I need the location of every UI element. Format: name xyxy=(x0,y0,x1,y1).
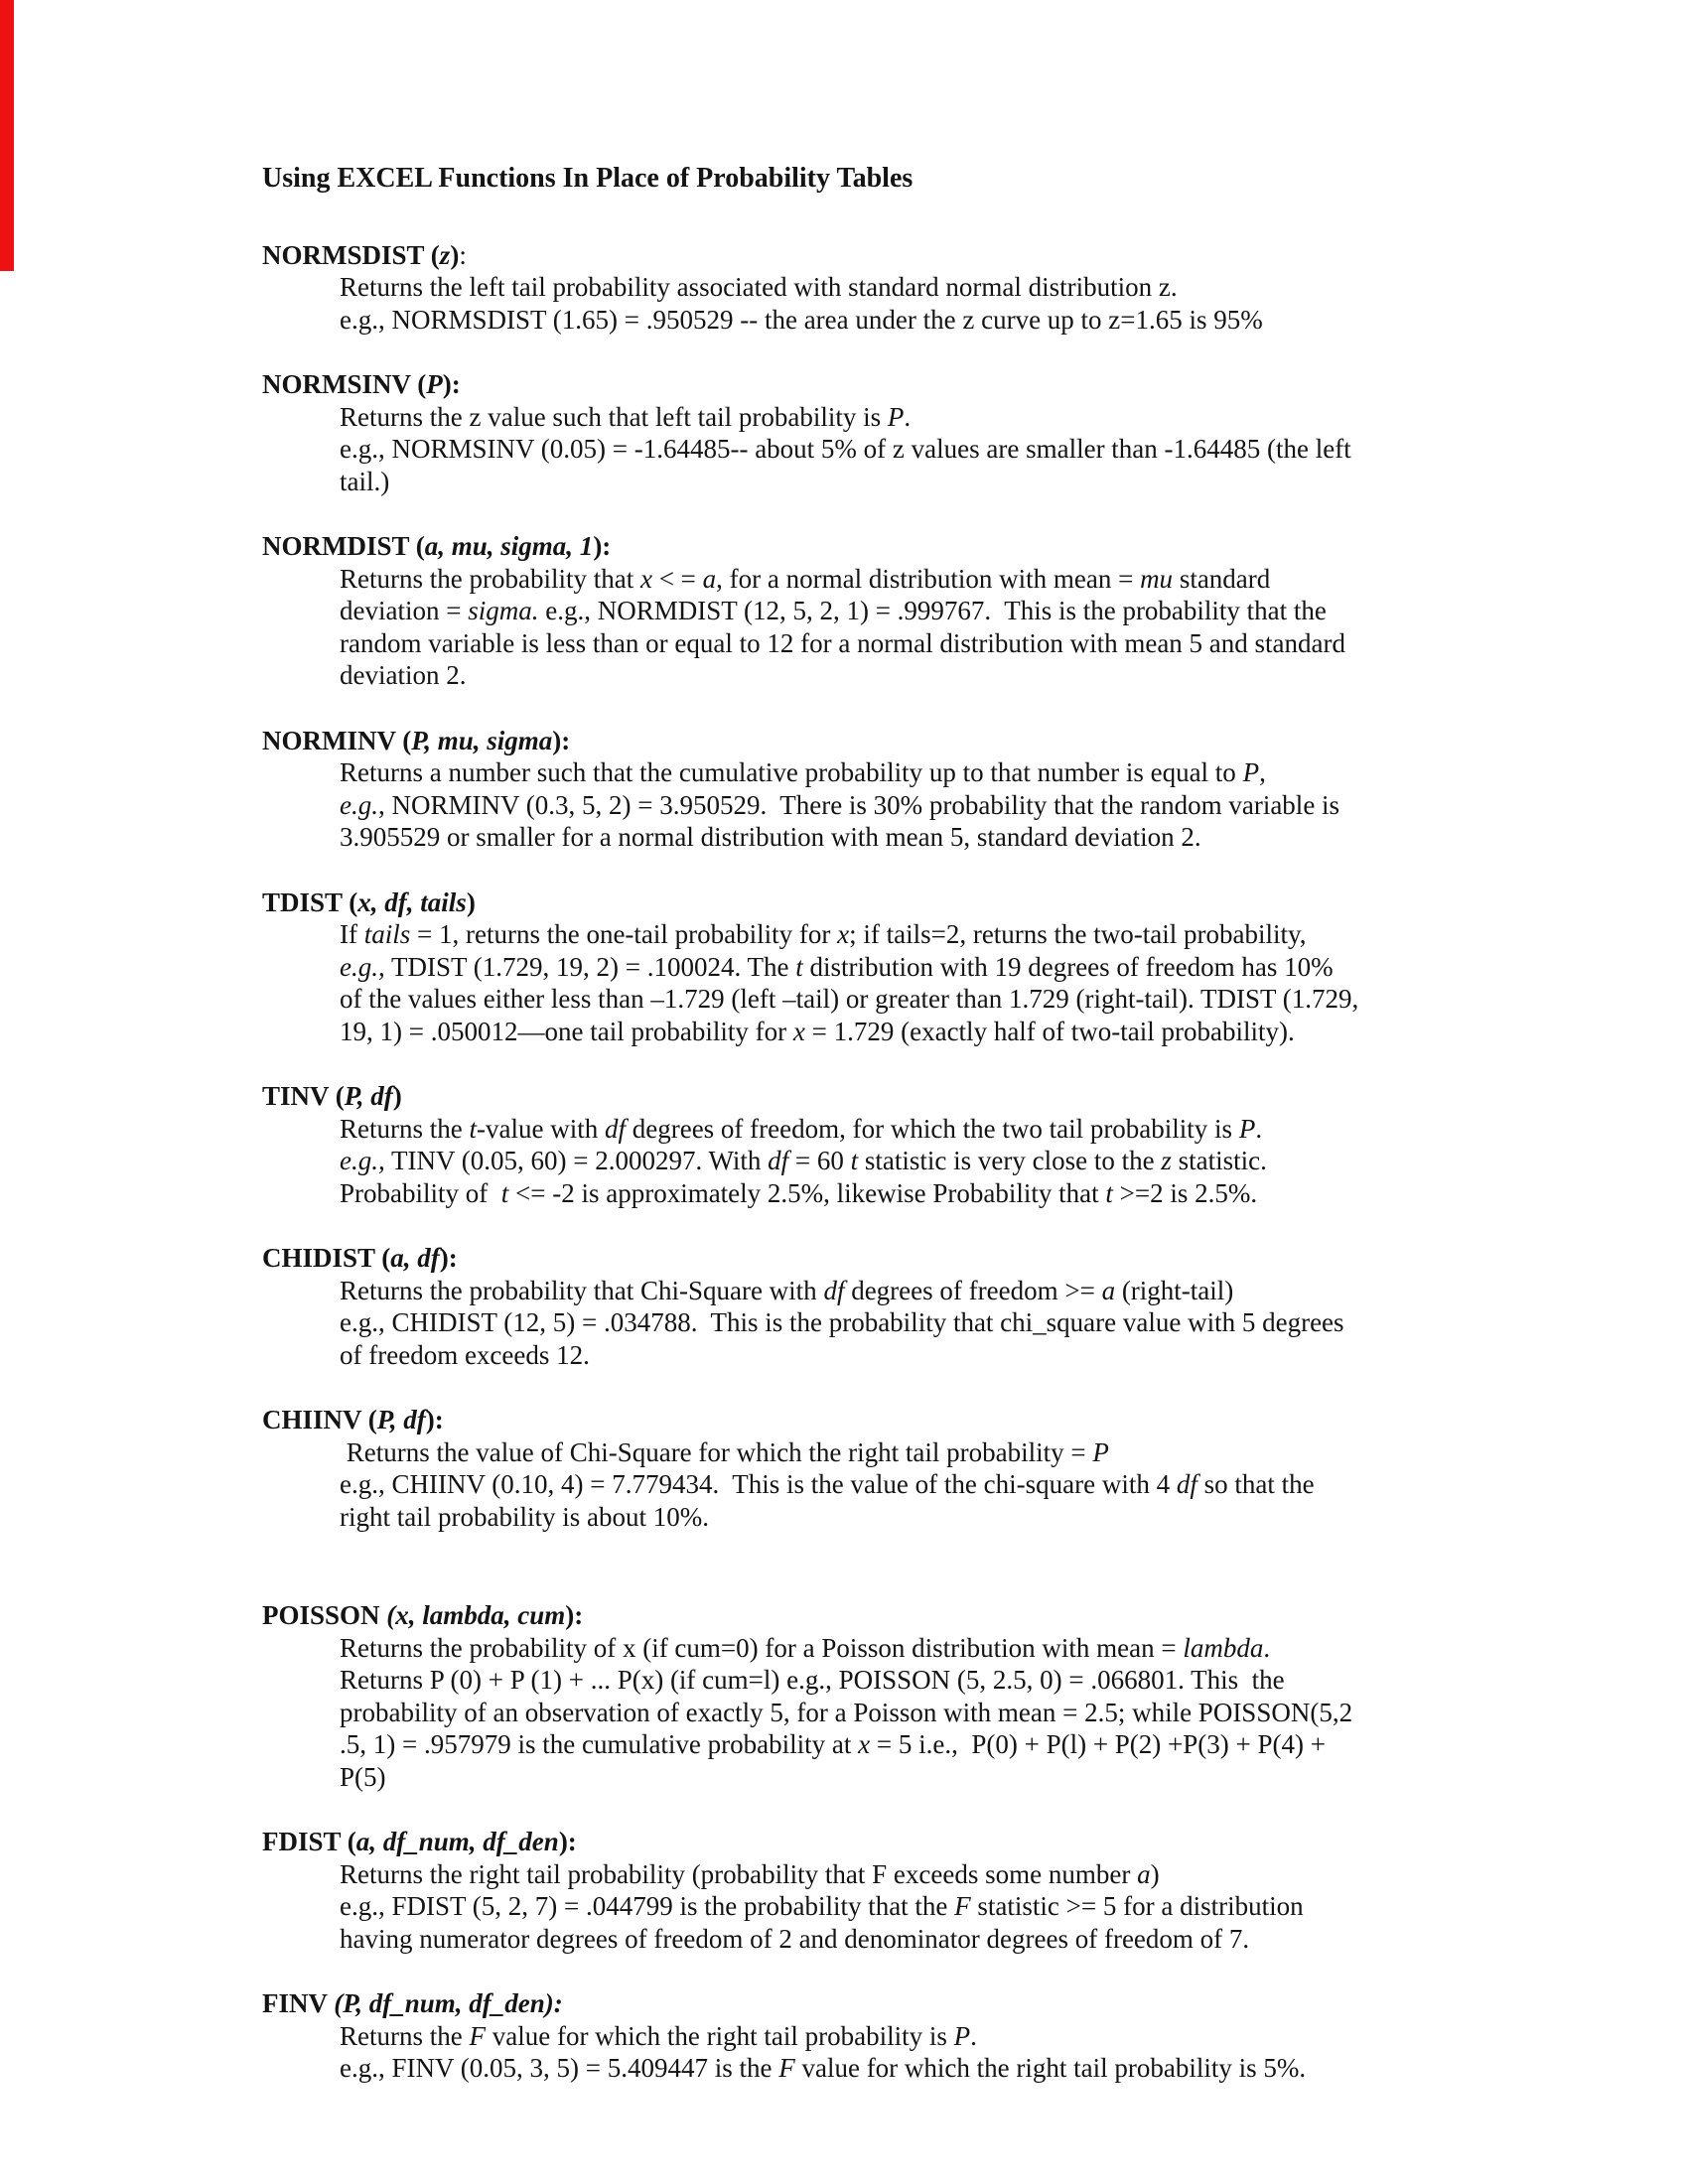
text-segment: t xyxy=(795,951,803,982)
text-segment: . xyxy=(1255,1113,1263,1144)
text-segment: e.g., NORMSDIST (1.65) = .950529 -- the area under the z curve up to z=1.65 is 95% xyxy=(340,304,1263,335)
text-segment: ): xyxy=(593,531,612,561)
section-body xyxy=(340,756,1553,854)
section-heading-normdist xyxy=(262,530,1553,563)
text-segment: a, df xyxy=(390,1243,440,1273)
body-line xyxy=(340,1664,1553,1697)
section-fdist xyxy=(262,1826,1553,1955)
section-body xyxy=(340,1858,1553,1956)
section-body xyxy=(340,1632,1553,1794)
text-segment: (right-tail) xyxy=(1115,1275,1234,1305)
section-normdist xyxy=(262,530,1553,692)
text-segment: a xyxy=(1101,1275,1116,1305)
body-line xyxy=(340,1890,1553,1923)
body-line xyxy=(340,983,1553,1016)
text-segment: e.g. xyxy=(340,789,378,820)
section-heading-norminv xyxy=(262,725,1553,757)
body-line xyxy=(340,1275,1553,1307)
section-body xyxy=(340,918,1553,1047)
text-segment: , NORMINV (0.3, 5, 2) = 3.950529. There is 30% probability that the random variable is xyxy=(377,789,1340,820)
text-segment: .5, 1) = .957979 is the cumulative probability at xyxy=(340,1729,859,1759)
text-segment: deviation = xyxy=(340,596,469,625)
body-line xyxy=(340,1728,1553,1761)
text-segment: a xyxy=(1137,1858,1151,1889)
body-line xyxy=(340,433,1553,466)
text-segment: standard xyxy=(1173,563,1271,594)
body-line xyxy=(340,627,1553,660)
text-segment: CHIDIST ( xyxy=(262,1243,391,1273)
body-line xyxy=(340,2020,1553,2053)
section-heading-chidist xyxy=(262,1242,1553,1275)
section-chiinv xyxy=(262,1404,1553,1533)
text-segment: (x, lambda, cum xyxy=(386,1600,566,1630)
text-segment: df xyxy=(768,1146,789,1175)
body-line xyxy=(340,1632,1553,1665)
text-segment: lambda xyxy=(1183,1632,1264,1663)
body-line xyxy=(340,1923,1553,1956)
text-segment: a, df_num, df_den xyxy=(355,1827,559,1856)
section-body xyxy=(340,1275,1553,1372)
text-segment: e.g., NORMSINV (0.05) = -1.64485-- about 5% of z values are smaller than -1.64485 (the left xyxy=(340,434,1351,464)
document-page xyxy=(262,163,1553,2085)
text-segment: deviation 2. xyxy=(340,660,467,690)
text-segment: x, df, tails xyxy=(357,887,467,917)
body-line xyxy=(340,304,1553,337)
body-line xyxy=(340,756,1553,789)
text-segment: of the values either less than –1.729 (left –tail) or greater than 1.729 (right-tail). TDIST (1.729, xyxy=(340,984,1359,1014)
section-normsinv xyxy=(262,368,1553,497)
text-segment: z xyxy=(439,239,451,270)
text-segment: x xyxy=(837,919,850,949)
text-segment: x xyxy=(639,563,652,594)
text-segment: ): xyxy=(558,1827,577,1856)
body-line xyxy=(340,918,1553,951)
text-segment: Returns a number such that the cumulative probability up to that number is equal to xyxy=(340,757,1243,787)
text-segment: t xyxy=(469,1113,477,1144)
text-segment: F xyxy=(778,2053,795,2083)
text-segment: , for a normal distribution with mean = xyxy=(716,563,1141,594)
text-segment: a, mu, sigma, 1 xyxy=(424,531,594,561)
section-heading-normsinv xyxy=(262,368,1553,401)
text-segment: distribution with 19 degrees of freedom has 10% xyxy=(802,951,1334,982)
text-segment: ): xyxy=(442,369,461,399)
text-segment: df xyxy=(604,1113,626,1144)
body-line xyxy=(340,2052,1553,2085)
section-heading-chiinv xyxy=(262,1404,1553,1436)
body-line xyxy=(340,1113,1553,1146)
text-segment: ): xyxy=(552,725,571,755)
text-segment: < = xyxy=(651,563,703,594)
text-segment: tails xyxy=(363,919,411,949)
body-line xyxy=(340,789,1553,822)
text-segment: If xyxy=(340,919,364,949)
text-segment: t xyxy=(500,1177,509,1208)
section-tinv xyxy=(262,1080,1553,1209)
text-segment: Returns the probability that Chi-Square with xyxy=(340,1275,824,1305)
text-segment: Returns the left tail probability associated with standard normal distribution z. xyxy=(340,272,1178,302)
text-segment: value for which the right tail probability is 5%. xyxy=(794,2053,1307,2083)
text-segment: P, mu, sigma xyxy=(411,725,553,755)
text-segment: degrees of freedom >= xyxy=(844,1275,1102,1305)
body-line xyxy=(340,1697,1553,1729)
text-segment: e.g., xyxy=(340,951,385,982)
body-line xyxy=(340,659,1553,692)
text-segment: P, df xyxy=(344,1081,393,1111)
section-normsdist xyxy=(262,239,1553,337)
text-segment: value for which the right tail probability is xyxy=(485,2020,954,2051)
text-segment: so that the xyxy=(1196,1469,1315,1499)
text-segment: degrees of freedom, for which the two tail probability is xyxy=(625,1113,1239,1144)
text-segment: TDIST (1.729, 19, 2) = .100024. The xyxy=(384,951,796,982)
text-segment: P, df xyxy=(376,1405,426,1434)
text-segment: FDIST ( xyxy=(262,1827,356,1856)
text-segment: <= -2 is approximately 2.5%, likewise Probability that xyxy=(508,1177,1106,1208)
section-body xyxy=(340,271,1553,336)
body-line xyxy=(340,1177,1553,1210)
section-poisson xyxy=(262,1599,1553,1793)
text-segment: ): xyxy=(425,1405,444,1434)
text-segment: e.g., NORMDIST (12, 5, 2, 1) = .999767. This is the probability that the xyxy=(538,596,1327,625)
text-segment: ): xyxy=(565,1600,584,1630)
text-segment: tail.) xyxy=(340,466,390,496)
text-segment: t xyxy=(1105,1177,1113,1208)
body-line xyxy=(340,1501,1553,1534)
text-segment: F xyxy=(469,2020,486,2051)
sections-container xyxy=(262,239,1553,2085)
section-chidist xyxy=(262,1242,1553,1371)
text-segment: x xyxy=(858,1729,871,1759)
text-segment: df xyxy=(823,1275,845,1305)
body-line xyxy=(340,563,1553,596)
text-segment: NORMSINV ( xyxy=(262,369,427,399)
text-segment: ) xyxy=(466,887,476,917)
text-segment: : xyxy=(459,239,467,270)
body-line xyxy=(340,1306,1553,1339)
body-line xyxy=(340,1016,1553,1048)
text-segment: e.g., FINV (0.05, 3, 5) = 5.409447 is the xyxy=(340,2053,779,2083)
text-segment: , xyxy=(1259,757,1266,787)
text-segment: Returns the probability of x (if cum=0) for a Poisson distribution with mean = xyxy=(340,1632,1184,1663)
section-heading-fdist xyxy=(262,1826,1553,1858)
text-segment: ): xyxy=(439,1243,458,1273)
text-segment: ) xyxy=(450,239,460,270)
text-segment: statistic is very close to the xyxy=(858,1146,1162,1175)
section-heading-normsdist xyxy=(262,239,1553,272)
text-segment: . xyxy=(904,401,912,432)
text-segment: >=2 is 2.5%. xyxy=(1112,1177,1258,1208)
text-segment: random variable is less than or equal to 12 for a normal distribution with mean 5 and standard xyxy=(340,627,1346,658)
text-segment: -value with xyxy=(477,1113,605,1144)
text-segment: = 1.729 (exactly half of two-tail probability). xyxy=(804,1016,1295,1046)
text-segment: a xyxy=(702,563,717,594)
body-line xyxy=(340,1468,1553,1501)
text-segment: Returns the value of Chi-Square for which the right tail probability = xyxy=(340,1436,1093,1467)
text-segment: TINV (0.05, 60) = 2.000297. With xyxy=(384,1146,769,1175)
text-segment: NORMSDIST ( xyxy=(262,239,440,270)
text-segment: 3.905529 or smaller for a normal distribution with mean 5, standard deviation 2. xyxy=(340,822,1201,852)
text-segment: having numerator degrees of freedom of 2 and denominator degrees of freedom of 7. xyxy=(340,1923,1250,1954)
body-line xyxy=(340,951,1553,984)
body-line xyxy=(340,821,1553,854)
body-line xyxy=(340,595,1553,627)
body-line xyxy=(340,401,1553,434)
section-heading-tdist xyxy=(262,887,1553,919)
body-line xyxy=(340,1858,1553,1891)
body-line xyxy=(340,271,1553,304)
text-segment: Probability of xyxy=(340,1177,501,1208)
text-segment: e.g., CHIDIST (12, 5) = .034788. This is the probability that chi_square value with 5 degrees xyxy=(340,1307,1344,1337)
text-segment: (P, df_num, df_den): xyxy=(334,1988,563,2018)
section-heading-poisson xyxy=(262,1599,1553,1632)
text-segment: sigma. xyxy=(468,596,539,625)
scan-artifact-red-bar xyxy=(0,0,14,271)
text-segment: Returns the probability that xyxy=(340,563,640,594)
text-segment: x xyxy=(792,1016,805,1046)
text-segment: = 1, returns the one-tail probability for xyxy=(410,919,838,949)
text-segment: e.g., xyxy=(340,1146,385,1175)
text-segment: of freedom exceeds 12. xyxy=(340,1339,590,1370)
text-segment: right tail probability is about 10%. xyxy=(340,1501,709,1532)
text-segment: e.g., FDIST (5, 2, 7) = .044799 is the probability that the xyxy=(340,1891,955,1921)
text-segment: mu xyxy=(1140,563,1174,594)
text-segment: P xyxy=(426,369,443,399)
text-segment: P xyxy=(887,401,905,432)
text-segment: NORMDIST ( xyxy=(262,531,425,561)
section-finv xyxy=(262,1987,1553,2085)
text-segment: . xyxy=(970,2020,977,2051)
section-body xyxy=(340,2020,1553,2085)
text-segment: z xyxy=(1161,1146,1172,1175)
section-body xyxy=(340,401,1553,498)
section-norminv xyxy=(262,725,1553,854)
text-segment: P xyxy=(953,2020,971,2051)
text-segment: FINV xyxy=(262,1988,335,2018)
text-segment: e.g., CHIINV (0.10, 4) = 7.779434. This is the value of the chi-square with 4 xyxy=(340,1469,1177,1499)
text-segment: Returns the xyxy=(340,2020,470,2051)
section-body xyxy=(340,563,1553,692)
text-segment: Returns the xyxy=(340,1113,470,1144)
text-segment: P(5) xyxy=(340,1761,386,1792)
section-heading-tinv xyxy=(262,1080,1553,1113)
text-segment: Returns P (0) + P (1) + ... P(x) (if cum=l) e.g., POISSON (5, 2.5, 0) = .066801. This the xyxy=(340,1665,1285,1695)
text-segment: statistic. xyxy=(1171,1146,1267,1175)
text-segment: P xyxy=(1238,1113,1256,1144)
section-body xyxy=(340,1113,1553,1210)
section-body xyxy=(340,1436,1553,1534)
body-line xyxy=(340,1761,1553,1794)
section-heading-finv xyxy=(262,1987,1553,2020)
text-segment: 19, 1) = .050012—one tail probability for xyxy=(340,1016,793,1046)
text-segment: CHIINV ( xyxy=(262,1405,377,1434)
text-segment: Returns the right tail probability (probability that F exceeds some number xyxy=(340,1858,1138,1889)
text-segment: F xyxy=(954,1891,971,1921)
text-segment: P xyxy=(1092,1436,1109,1467)
text-segment: statistic >= 5 for a distribution xyxy=(970,1891,1304,1921)
text-segment: ) xyxy=(1150,1858,1160,1889)
section-tdist xyxy=(262,887,1553,1048)
text-segment: TDIST ( xyxy=(262,887,358,917)
text-segment: Returns the z value such that left tail probability is xyxy=(340,401,888,432)
body-line xyxy=(340,1145,1553,1177)
text-segment: NORMINV ( xyxy=(262,725,412,755)
text-segment: . xyxy=(1263,1632,1271,1663)
body-line xyxy=(340,1339,1553,1372)
text-segment: ; if tails=2, returns the two-tail probability, xyxy=(849,919,1307,949)
text-segment: df xyxy=(1176,1469,1197,1499)
text-segment: ) xyxy=(392,1081,402,1111)
text-segment: POISSON xyxy=(262,1600,387,1630)
text-segment: t xyxy=(850,1146,859,1175)
text-segment: probability of an observation of exactly 5, for a Poisson with mean = 2.5; while POISSON(5,2 xyxy=(340,1697,1353,1727)
body-line xyxy=(340,1436,1553,1469)
text-segment: P xyxy=(1242,757,1260,787)
body-line xyxy=(340,466,1553,498)
page-title: Using EXCEL Functions In Place of Probability Tables xyxy=(262,163,914,194)
text-segment: TINV ( xyxy=(262,1081,345,1111)
text-segment: = 60 xyxy=(788,1146,851,1175)
text-segment: = 5 i.e., P(0) + P(l) + P(2) +P(3) + P(4) + xyxy=(870,1729,1326,1759)
